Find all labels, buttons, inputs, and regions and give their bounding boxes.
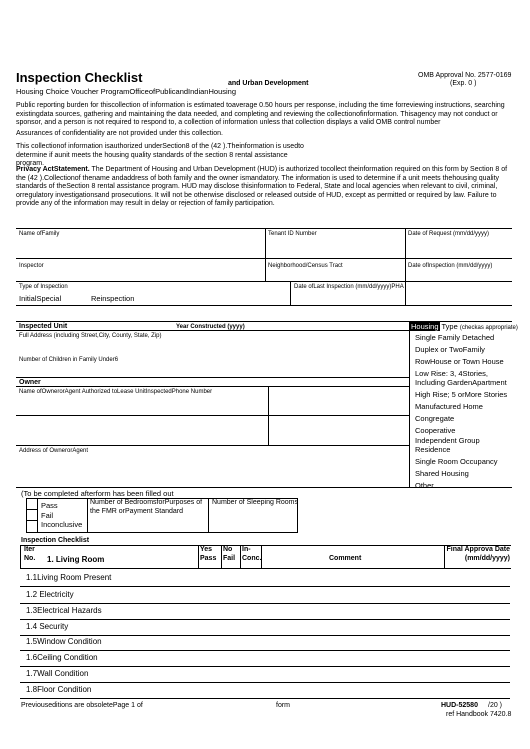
burden-statement: Public reporting burden for thiscollection of information is estimated toaverage 0.50 hours per response, including the time forreviewing instructions, searching existingdata sources, gathering and maintaining the data needed, and completing and reviewing the collectionofinformation. Thisagency may not conduct or sponsor, and a person is not required to respond to, a collection of information unless that collection displays a valid OMB control number: [16, 102, 505, 127]
reinspection-option[interactable]: Reinspection: [91, 294, 135, 303]
housing-option[interactable]: Single Room Occupancy: [415, 457, 498, 466]
housing-option[interactable]: Manufactured Home: [415, 402, 483, 411]
checklist-row: [20, 666, 510, 683]
page-title: Inspection Checklist: [16, 70, 143, 85]
checklist-row: [20, 650, 510, 667]
omb-number: OMB Approval No. 2577-0169: [418, 72, 512, 79]
date-of-request-label: Date of Request (mm/dd/yyyy): [408, 231, 490, 237]
housing-type-heading: [410, 322, 518, 333]
obsolete-note: Previouseditions are obsoletePage 1 of: [21, 702, 143, 709]
date-of-inspection-label: Date ofInspection (mm/dd/yyyy): [408, 263, 493, 269]
checklist-item: 1.4 Security: [26, 622, 69, 631]
housing-option[interactable]: Single Family Detached: [415, 333, 495, 342]
checklist-row: [20, 634, 510, 651]
privacy-text: The Department of Housing and Urban Development (HUD) is authorized tocollect theinformation required on this form by Section 8 of the (42 ).Collectionof thename andaddress of both family and the owner ismandatory. The information is used to determine if a unit meets thehousing quality standards of theSection 8 rental assistance program. HUD may disclose thisinformation to Federal, State and local agencies when relevant to civil, criminal, orregulatory investigationsand prosecutions. It will not be otherwise disclosed or released outside of HUD, except as permitted or required by law. Failure to provide any of the information may result in delay or rejection of family participation.: [16, 166, 508, 208]
checklist-item: 1.2 Electricity: [26, 590, 74, 599]
owner-heading: Owner: [19, 379, 41, 386]
omb-expiration: (Exp. 0 ): [450, 80, 477, 87]
privacy-statement: [16, 166, 518, 209]
last-inspection-label: Date ofLast Inspection (mm/dd/yyyy)PHA: [294, 284, 404, 290]
housing-option[interactable]: Congregate: [415, 414, 455, 423]
checklist-item: 1.7Wall Condition: [26, 669, 89, 678]
housing-type-list: [415, 333, 515, 493]
checklist-item: 1.5Window Condition: [26, 637, 102, 646]
fail-label[interactable]: Fail: [41, 511, 54, 520]
no-fail-header: No Fail: [223, 546, 236, 562]
children-under-6-label: Number of Children in Family Under6: [19, 357, 119, 363]
housing-label: Housing: [411, 322, 439, 331]
housing-type-suffix: Type: [439, 322, 458, 331]
hud-form-number: HUD-52580: [441, 702, 478, 709]
confidentiality-statement: Assurances of confidentiality are not provided under this collection.: [16, 130, 224, 137]
inspected-unit-heading: Inspected Unit: [19, 323, 68, 330]
form-label: form: [276, 702, 290, 709]
owner-address-label: Address of OwnerorAgent: [19, 448, 89, 454]
in-conc-header: In- Conc.: [242, 546, 262, 562]
tenant-id-label: Tenant ID Number: [268, 231, 317, 237]
sleeping-rooms-label: Number of Sleeping Rooms: [212, 499, 298, 506]
revision-date: /20 ): [488, 702, 503, 709]
year-constructed-label: Year Constructed (yyyy): [176, 324, 245, 330]
name-of-family-label: Name ofFamily: [19, 231, 60, 237]
section-living-room: 1. Living Room: [47, 555, 105, 564]
housing-option[interactable]: Cooperative: [415, 426, 456, 435]
full-address-label: Full Address (including Street,City, County, State, Zip): [19, 333, 162, 339]
program-name: Housing Choice Voucher ProgramOfficeofPublicandIndianHousing: [16, 87, 236, 96]
owner-name-label: Name ofOwnerorAgent Authorized toLease UnitInspectedPhone Number: [19, 389, 213, 395]
item-no-header: Iter No.: [24, 546, 36, 562]
inspector-label: Inspector: [19, 263, 44, 269]
housing-option[interactable]: Low Rise: 3, 4Stories, Including GardenApartment: [415, 369, 507, 387]
housing-option[interactable]: Shared Housing: [415, 469, 469, 478]
housing-option[interactable]: Independent Group Residence: [415, 436, 480, 454]
hud-line: and Urban Development: [228, 80, 309, 87]
checklist-row: [20, 682, 510, 699]
housing-option[interactable]: High Rise; 5 orMore Stories: [415, 390, 508, 399]
pass-label[interactable]: Pass: [41, 501, 58, 510]
housing-type-note: (checkas appropriate): [459, 325, 518, 331]
after-form-note: (To be completed afterform has been filled out: [21, 489, 174, 498]
checklist-item: 1.8Floor Condition: [26, 685, 92, 694]
handbook-ref: ref Handbook 7420.8: [446, 711, 512, 718]
bedrooms-fmr-label: Number of BedroomsforPurposes of the FMR orPayment Standard: [90, 499, 203, 515]
housing-option[interactable]: Duplex or TwoFamily: [415, 345, 485, 354]
authority-statement: This collectionof information isauthorized underSection8 of the (42 ).Theinformation is usedto determine if aunit meets the housing quality standards of the section 8 rental assistance program.: [16, 143, 304, 168]
checklist-item: 1.3Electrical Hazards: [26, 606, 102, 615]
neighborhood-label: Neighborhood/Census Tract: [268, 263, 343, 269]
checklist-row: [20, 570, 510, 587]
comment-header: Comment: [329, 555, 362, 562]
housing-option[interactable]: RowHouse or Town House: [415, 357, 504, 366]
type-of-inspection-label: Type of Inspection: [19, 284, 68, 290]
housing-option[interactable]: Other: [415, 481, 434, 490]
yes-pass-header: Yes Pass: [200, 546, 217, 562]
checklist-row: [20, 587, 510, 604]
checklist-heading: Inspection Checklist: [21, 537, 90, 544]
checklist-row: [20, 603, 510, 620]
inconclusive-label[interactable]: Inconclusive: [41, 520, 83, 529]
privacy-label: Privacy ActStatement.: [16, 166, 90, 173]
checklist-item: 1.1Living Room Present: [26, 573, 112, 582]
inspection-type-options[interactable]: InitialSpecial: [19, 294, 62, 303]
checklist-item: 1.6Ceiling Condition: [26, 653, 98, 662]
final-approval-header: Final Approva Date (mm/dd/yyyy): [446, 546, 510, 562]
